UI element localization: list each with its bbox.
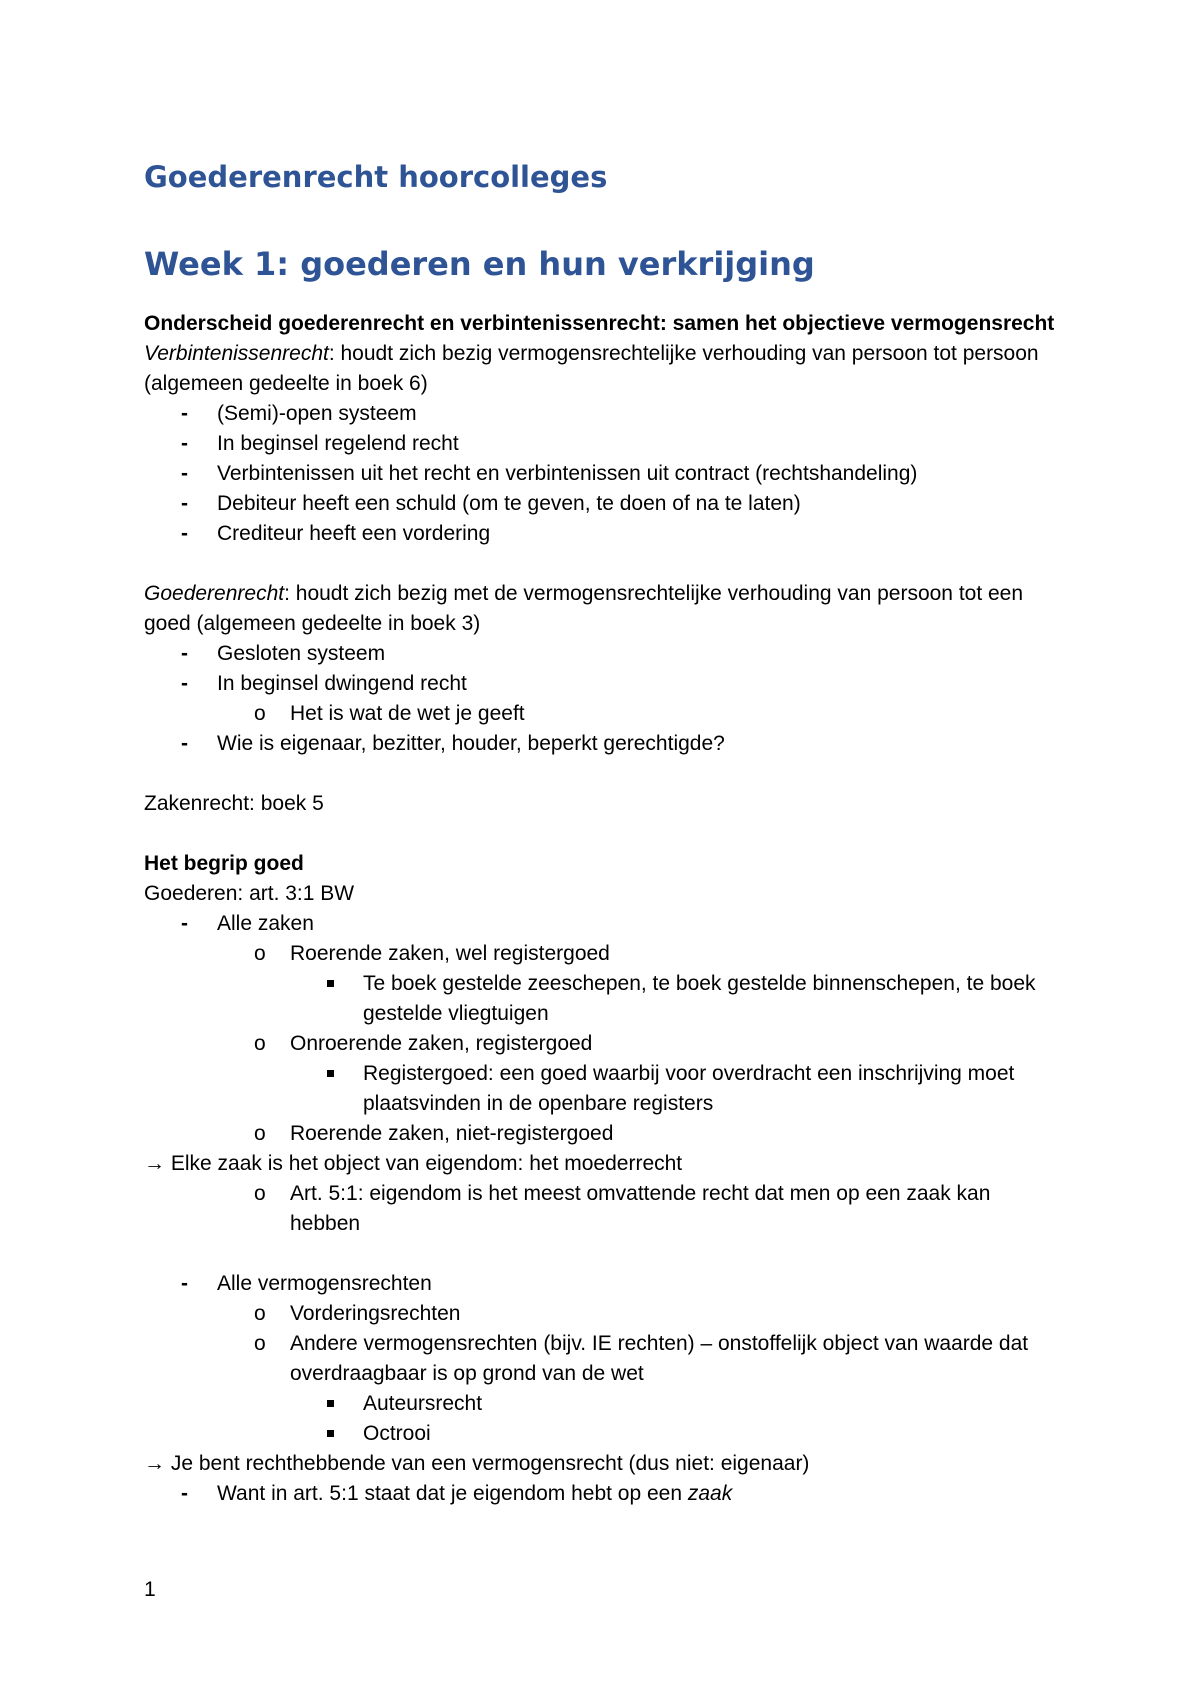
list-item <box>144 1479 1064 1509</box>
list-item <box>144 1119 1064 1149</box>
list-item <box>144 519 1064 549</box>
circle-bullet: o <box>254 1122 266 1146</box>
definition-goederenrecht: : houdt zich bezig met de vermogensrechtelijke verhouding van persoon tot een goed (algemeen gedeelte in boek 3) <box>144 582 1024 636</box>
list-item <box>144 669 1064 699</box>
arrow-line-text: Je bent rechthebbende van een vermogensrecht (dus niet: eigenaar) <box>170 1452 810 1476</box>
dash-bullet: - <box>181 1272 188 1296</box>
list-item-text: Want in art. 5:1 staat dat je eigendom hebt op een <box>217 1482 688 1506</box>
arrow-icon: → <box>144 1452 165 1476</box>
list-item-text: Andere vermogensrechten (bijv. IE rechten) – onstoffelijk object van waarde dat overdraagbaar is op grond van de wet <box>290 1332 1029 1386</box>
dash-bullet: - <box>181 1482 188 1506</box>
goederen-line: Goederen: art. 3:1 BW <box>144 882 355 906</box>
list-item <box>144 1179 1064 1239</box>
square-bullet-icon <box>327 969 334 999</box>
list-item <box>144 459 1064 489</box>
list-item-text: Art. 5:1: eigendom is het meest omvattende recht dat men op een zaak kan hebben <box>290 1182 991 1236</box>
list-item-text: Te boek gestelde zeeschepen, te boek gestelde binnenschepen, te boek gestelde vliegtuigen <box>363 972 1036 1026</box>
dash-bullet: - <box>181 732 188 756</box>
section-heading-onderscheid: Onderscheid goederenrecht en verbintenissenrecht: samen het objectieve vermogensrecht <box>144 312 1055 336</box>
list-item-text: Debiteur heeft een schuld (om te geven, te doen of na te laten) <box>217 492 801 516</box>
document-title: Goederenrecht hoorcolleges <box>144 160 608 194</box>
dash-bullet: - <box>181 912 188 936</box>
list-item-text: Registergoed: een goed waarbij voor overdracht een inschrijving moet plaatsvinden in de openbare registers <box>363 1062 1015 1116</box>
list-item-text: Verbintenissen uit het recht en verbintenissen uit contract (rechtshandeling) <box>217 462 918 486</box>
list-item-text: Alle vermogensrechten <box>217 1272 432 1296</box>
list-item-text: Roerende zaken, wel registergoed <box>290 942 610 966</box>
list-item-text: Onroerende zaken, registergoed <box>290 1032 593 1056</box>
circle-bullet: o <box>254 1332 266 1356</box>
list-item <box>144 429 1064 459</box>
term-verbintenissenrecht: Verbintenissenrecht <box>144 342 329 366</box>
section-heading-begrip-goed: Het begrip goed <box>144 852 304 876</box>
dash-bullet: - <box>181 402 188 426</box>
arrow-line-text: Elke zaak is het object van eigendom: het moederrecht <box>170 1152 683 1176</box>
square-bullet-icon <box>327 1389 334 1419</box>
list-item <box>144 1419 1064 1449</box>
circle-bullet: o <box>254 1182 266 1206</box>
list-item <box>144 699 1064 729</box>
list-item-text: In beginsel regelend recht <box>217 432 459 456</box>
dash-bullet: - <box>181 492 188 516</box>
list-item-text: Wie is eigenaar, bezitter, houder, beperkt gerechtigde? <box>217 732 725 756</box>
list-item-text: Vorderingsrechten <box>290 1302 461 1326</box>
list-item-text: Auteursrecht <box>363 1392 483 1416</box>
list-item <box>144 1299 1064 1329</box>
spacer <box>144 1239 1064 1269</box>
dash-bullet: - <box>181 642 188 666</box>
term-goederenrecht: Goederenrecht <box>144 582 285 606</box>
circle-bullet: o <box>254 702 266 726</box>
list-item <box>144 729 1064 759</box>
circle-bullet: o <box>254 942 266 966</box>
arrow-icon: → <box>144 1152 165 1176</box>
dash-bullet: - <box>181 522 188 546</box>
list-item <box>144 1329 1064 1389</box>
list-item-text: (Semi)-open systeem <box>217 402 417 426</box>
list-item-text: Roerende zaken, niet-registergoed <box>290 1122 614 1146</box>
zakenrecht-line: Zakenrecht: boek 5 <box>144 792 324 816</box>
page-number: 1 <box>144 1578 156 1601</box>
paragraph-goederenrecht <box>144 579 1064 639</box>
list-item-text: Het is wat de wet je geeft <box>290 702 525 726</box>
list-item <box>144 909 1064 939</box>
definition-verbintenissenrecht: : houdt zich bezig vermogensrechtelijke verhouding van persoon tot persoon (algemeen gedeelte in boek 6) <box>144 342 1039 396</box>
list-item <box>144 1059 1064 1119</box>
arrow-line-eigendom <box>144 1149 1064 1179</box>
list-item <box>144 639 1064 669</box>
circle-bullet: o <box>254 1302 266 1326</box>
arrow-line-rechthebbende <box>144 1449 1064 1479</box>
list-item-text: Alle zaken <box>217 912 314 936</box>
dash-bullet: - <box>181 462 188 486</box>
square-bullet-icon <box>327 1059 334 1089</box>
list-item-text: In beginsel dwingend recht <box>217 672 467 696</box>
list-item <box>144 399 1064 429</box>
list-item <box>144 969 1064 1029</box>
list-item <box>144 489 1064 519</box>
list-item <box>144 1269 1064 1299</box>
week-heading: Week 1: goederen en hun verkrijging <box>144 244 815 283</box>
list-item-text: Gesloten systeem <box>217 642 386 666</box>
list-item <box>144 939 1064 969</box>
dash-bullet: - <box>181 432 188 456</box>
italic-word-zaak: zaak <box>687 1482 733 1506</box>
square-bullet-icon <box>327 1419 334 1449</box>
dash-bullet: - <box>181 672 188 696</box>
list-item <box>144 1389 1064 1419</box>
paragraph-verbintenissenrecht <box>144 339 1064 399</box>
circle-bullet: o <box>254 1032 266 1056</box>
document-body <box>144 160 1064 1509</box>
list-item <box>144 1029 1064 1059</box>
list-item-text: Octrooi <box>363 1422 431 1446</box>
list-item-text: Crediteur heeft een vordering <box>217 522 491 546</box>
